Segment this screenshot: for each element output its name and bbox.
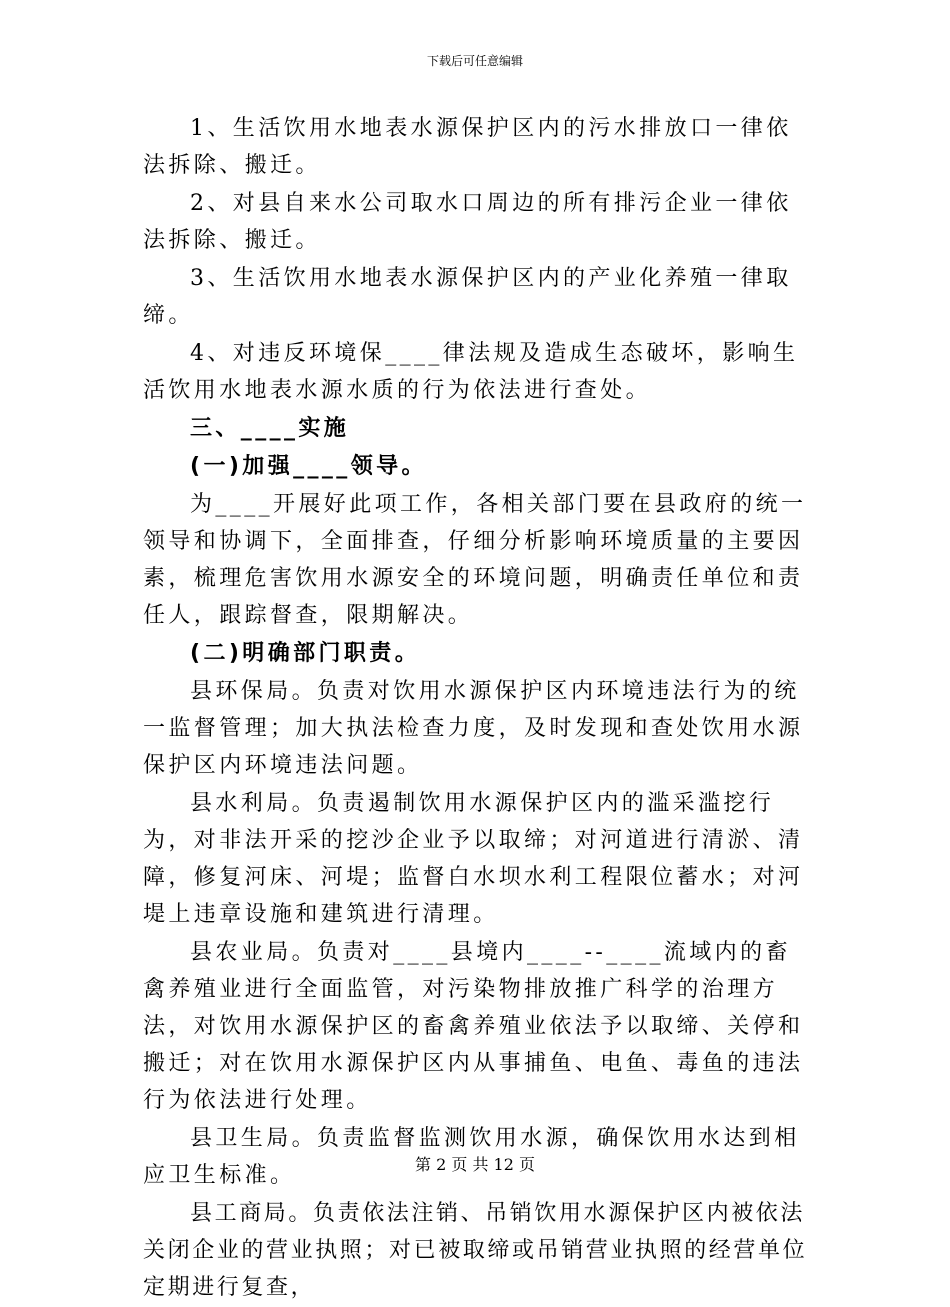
paragraph-item-1: 1、生活饮用水地表水源保护区内的污水排放口一律依法拆除、搬迁。 [143,116,792,178]
paragraph-health-bureau: 县卫生局。负责监督监测饮用水源，确保饮用水达到相应卫生标准。 [143,1126,800,1188]
paragraph-item-2: 2、对县自来水公司取水口周边的所有排污企业一律依法拆除、搬迁。 [143,191,792,253]
paragraph-water-bureau: 县水利局。负责遏制饮用水源保护区内的滥采滥挖行为，对非法开采的挖沙企业予以取缔；对河道进行清淤、清障，修复河床、河堤；监督白水坝水利工程限位蓄水；对河堤上违章设施和建筑进行清理。 [143,791,804,927]
section-heading-3: 三、____实施 [190,416,350,441]
subsection-heading-1: (一)加强____领导。 [190,454,427,479]
page-number: 第 2 页 共 12 页 [415,1155,535,1174]
paragraph-agri-bureau: 县农业局。负责对____县境内____--____流域内的畜禽养殖业进行全面监管，对污染物排放推广科学的治理方法，对饮用水源保护区的畜禽养殖业依法予以取缔、关停和搬迁；对在饮用水源保护区内从事捕鱼、电鱼、毒鱼的违法行为依法进行处理。 [143,940,804,1113]
paragraph-leadership: 为____开展好此项工作，各相关部门要在县政府的统一领导和协调下，全面排查，仔细分析影响环境质量的主要因素，梳理危害饮用水源安全的环境问题，明确责任单位和责任人，跟踪督查，限期解决。 [143,492,807,628]
subsection-heading-2: (二)明确部门职责。 [190,641,421,666]
paragraph-env-bureau: 县环保局。负责对饮用水源保护区内环境违法行为的统一监督管理；加大执法检查力度，及时发现和查处饮用水源保护区内环境违法问题。 [143,679,804,778]
document-body [143,110,808,1307]
paragraph-item-3: 3、生活饮用水地表水源保护区内的产业化养殖一律取缔。 [143,266,792,328]
page-header: 下载后可任意编辑 [426,54,523,68]
paragraph-commerce-bureau: 县工商局。负责依法注销、吊销饮用水源保护区内被依法关闭企业的营业执照；对已被取缔或吊销营业执照的经营单位定期进行复查， [143,1201,808,1300]
paragraph-item-4: 4、对违反环境保____律法规及造成生态破坏，影响生活饮用水地表水源水质的行为依法进行查处。 [143,341,799,403]
